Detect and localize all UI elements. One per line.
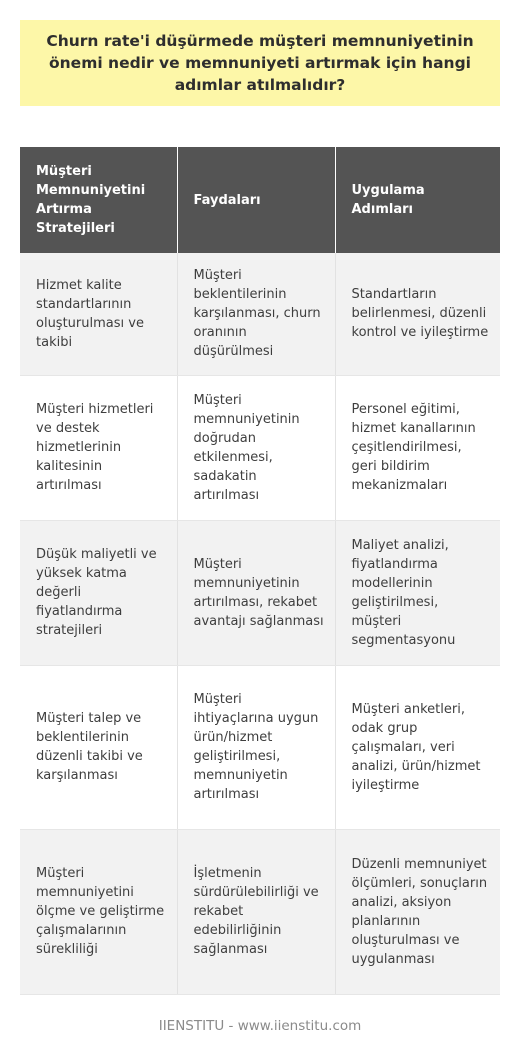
header-benefits: Faydaları — [177, 147, 335, 253]
strategy-cell: Müşteri talep ve beklentilerinin düzenli takibi ve karşılanması — [20, 665, 177, 829]
table-row — [20, 665, 500, 829]
table-row — [20, 520, 500, 665]
header-strategies: Müşteri Memnuniyetini Artırma Stratejileri — [20, 147, 177, 253]
header-steps: Uygulama Adımları — [335, 147, 500, 253]
strategy-cell: Müşteri hizmetleri ve destek hizmetlerinin kalitesinin artırılması — [20, 375, 177, 520]
steps-cell: Müşteri anketleri, odak grup çalışmaları, veri analizi, ürün/hizmet iyileştirme — [335, 665, 500, 829]
strategy-table — [20, 147, 500, 995]
table-row — [20, 253, 500, 375]
steps-cell: Maliyet analizi, fiyatlandırma modellerinin geliştirilmesi, müşteri segmentasyonu — [335, 520, 500, 665]
table-row — [20, 375, 500, 520]
benefit-cell: Müşteri memnuniyetinin artırılması, rekabet avantajı sağlanması — [177, 520, 335, 665]
table-header-row — [20, 147, 500, 253]
footer-credit: IIENSTITU - www.iienstitu.com — [158, 1018, 362, 1034]
benefit-cell: Müşteri ihtiyaçlarına uygun ürün/hizmet geliştirilmesi, memnuniyetin artırılması — [177, 665, 335, 829]
strategy-cell: Hizmet kalite standartlarının oluşturulması ve takibi — [20, 253, 177, 375]
page-title: Churn rate'i düşürmede müşteri memnuniyetinin önemi nedir ve memnuniyeti artırmak için hangi adımlar atılmalıdır? — [20, 20, 500, 106]
benefit-cell: İşletmenin sürdürülebilirliği ve rekabet edebilirliğinin sağlanması — [177, 829, 335, 994]
steps-cell: Standartların belirlenmesi, düzenli kontrol ve iyileştirme — [335, 253, 500, 375]
benefit-cell: Müşteri beklentilerinin karşılanması, churn oranının düşürülmesi — [177, 253, 335, 375]
benefit-cell: Müşteri memnuniyetinin doğrudan etkilenmesi, sadakatin artırılması — [177, 375, 335, 520]
strategy-cell: Düşük maliyetli ve yüksek katma değerli fiyatlandırma stratejileri — [20, 520, 177, 665]
steps-cell: Personel eğitimi, hizmet kanallarının çeşitlendirilmesi, geri bildirim mekanizmaları — [335, 375, 500, 520]
table-row — [20, 829, 500, 994]
strategy-cell: Müşteri memnuniyetini ölçme ve geliştirme çalışmalarının sürekliliği — [20, 829, 177, 994]
steps-cell: Düzenli memnuniyet ölçümleri, sonuçların analizi, aksiyon planlarının oluşturulması ve uygulanması — [335, 829, 500, 994]
